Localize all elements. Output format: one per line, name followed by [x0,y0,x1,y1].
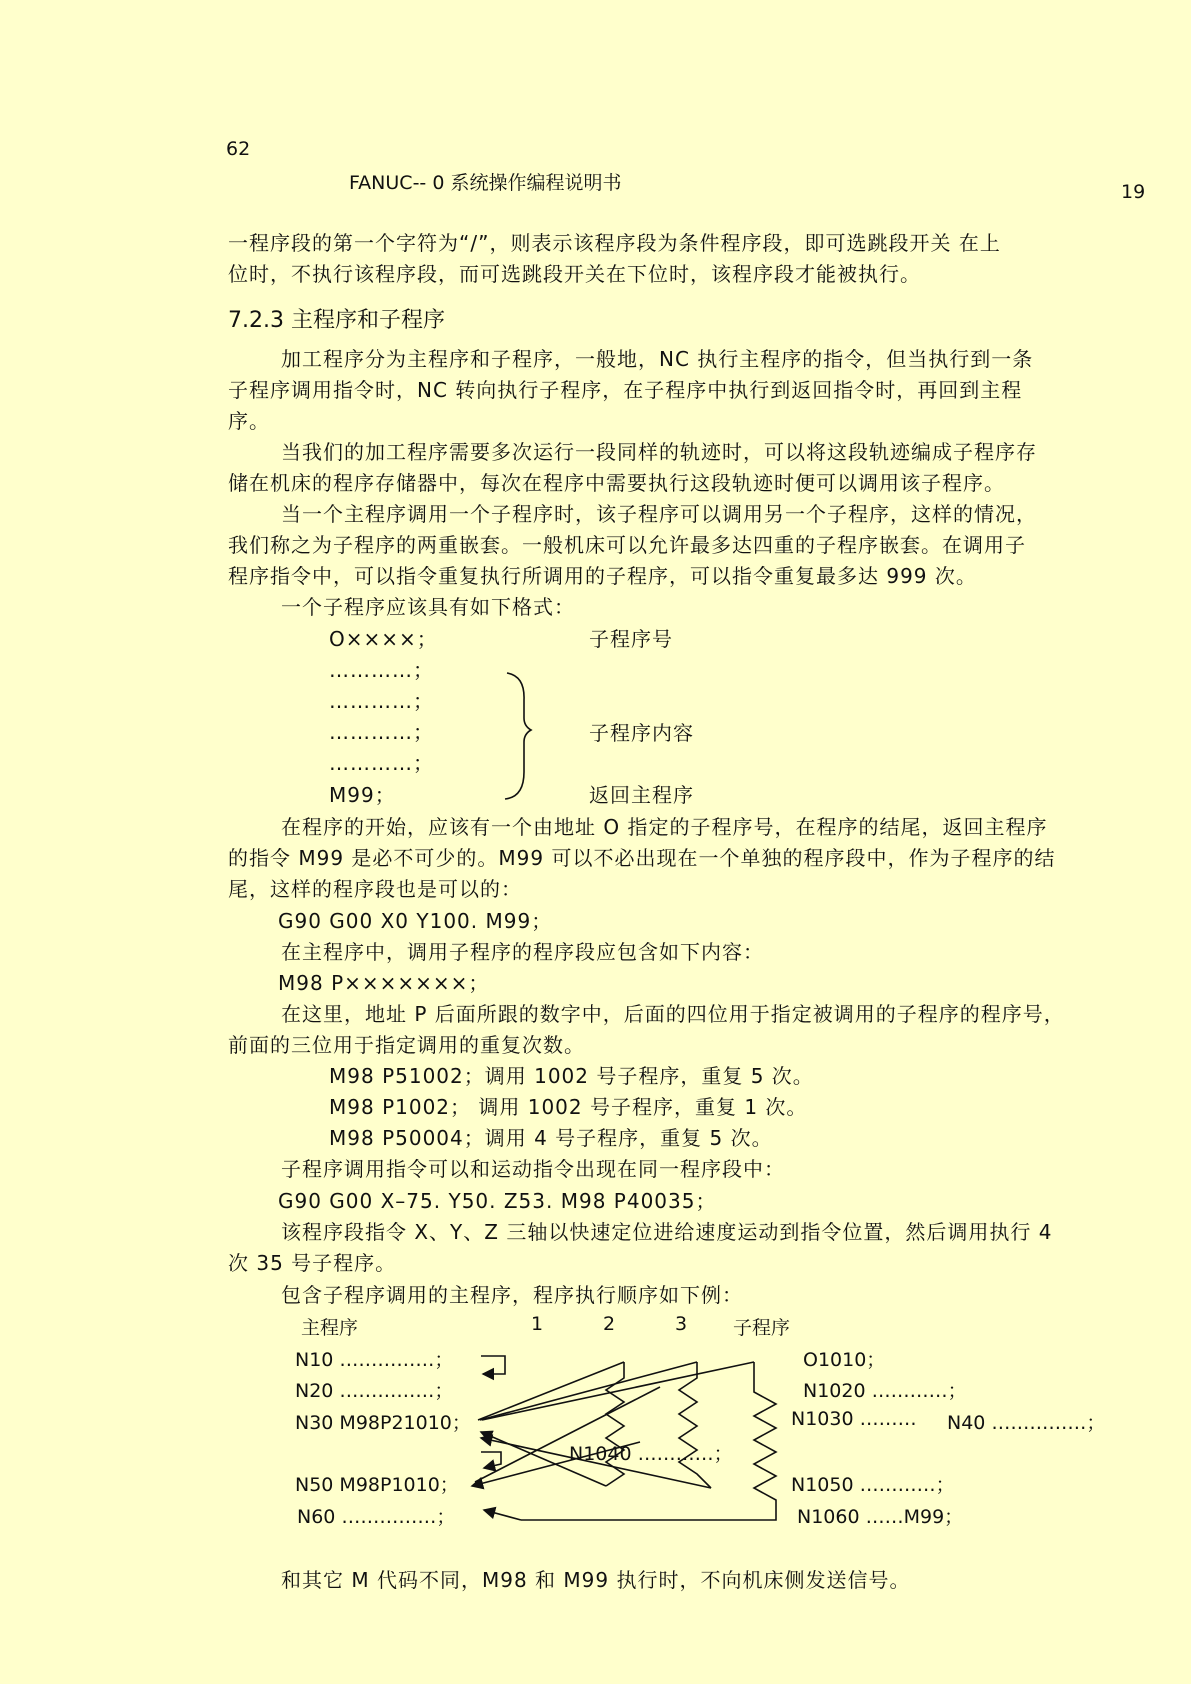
diagram-column-label: 3 [675,1313,688,1335]
format-note: 子程序内容 [589,721,694,745]
diagram-block-n10: N10 ……………； [295,1349,454,1371]
diagram-block-o1010: O1010； [803,1349,886,1371]
format-m99: M99； [329,783,396,807]
diagram-block-n1030: N1030 ……… [791,1408,917,1430]
diagram-block-n1020: N1020 …………； [803,1380,967,1402]
diagram-block-n1050: N1050 …………； [791,1474,955,1496]
paragraph-line: 程序指令中，可以指令重复执行所调用的子程序，可以指令重复最多达 999 次。 [228,564,977,588]
paragraph-line: 前面的三位用于指定调用的重复次数。 [228,1033,585,1057]
section-heading: 7.2.3 主程序和子程序 [228,308,445,333]
page-number-left: 62 [226,138,251,160]
paragraph-line: 尾，这样的程序段也是可以的： [228,877,522,901]
diagram-sub-label: 子程序 [733,1317,791,1339]
diagram-main-label: 主程序 [301,1317,359,1339]
example-line: M98 P50004；调用 4 号子程序，重复 5 次。 [329,1126,773,1150]
paragraph-line: 序。 [228,409,270,433]
format-dots: …………； [329,689,434,713]
paragraph-line: 一个子程序应该具有如下格式： [281,595,575,619]
example-line: M98 P51002；调用 1002 号子程序，重复 5 次。 [329,1064,814,1088]
diagram-block-n60: N60 ……………； [297,1506,456,1528]
paragraph-line: 我们称之为子程序的两重嵌套。一般机床可以允许最多达四重的子程序嵌套。在调用子 [228,533,1026,557]
paragraph-line: 储在机床的程序存储器中，每次在程序中需要执行这段轨迹时便可以调用该子程序。 [228,471,1005,495]
paragraph-line: 和其它 M 代码不同，M98 和 M99 执行时，不向机床侧发送信号。 [281,1568,911,1592]
format-note: 返回主程序 [589,783,694,807]
paragraph-line: 包含子程序调用的主程序，程序执行顺序如下例： [281,1283,743,1307]
paragraph-line: 加工程序分为主程序和子程序，一般地，NC 执行主程序的指令，但当执行到一条 [281,347,1034,371]
paragraph-line: 子程序调用指令时，NC 转向执行子程序，在子程序中执行到返回指令时，再回到主程 [228,378,1023,402]
paragraph-line: 当我们的加工程序需要多次运行一段同样的轨迹时，可以将这段轨迹编成子程序存 [281,440,1037,464]
page-title: FANUC-- 0 系统操作编程说明书 [349,172,622,194]
diagram-block-n40: N40 ……………； [947,1412,1106,1434]
paragraph-line: 在这里，地址 P 后面所跟的数字中，后面的四位用于指定被调用的子程序的程序号， [281,1002,1065,1026]
paragraph-line: 一程序段的第一个字符为“/”，则表示该程序段为条件程序段，即可选跳段开关 在上 [228,231,1001,255]
paragraph-line: 当一个主程序调用一个子程序时，该子程序可以调用另一个子程序，这样的情况， [281,502,1037,526]
diagram-block-n50: N50 M98P1010； [295,1474,459,1496]
format-program-number: O××××； [329,627,438,651]
diagram-block-n30: N30 M98P21010； [295,1412,471,1434]
format-dots: …………； [329,751,434,775]
code-line: G90 G00 X–75. Y50. Z53. M98 P40035； [278,1189,717,1213]
paragraph-line: 的指令 M99 是必不可少的。M99 可以不必出现在一个单独的程序段中，作为子程序的结 [228,846,1056,870]
paragraph-line: 位时，不执行该程序段，而可选跳段开关在下位时，该程序段才能被执行。 [228,262,921,286]
page-number-right: 19 [1121,181,1146,203]
diagram-block-n20: N20 ……………； [295,1380,454,1402]
paragraph-line: 次 35 号子程序。 [228,1251,397,1275]
code-line: G90 G00 X0 Y100. M99； [278,909,553,933]
paragraph-line: 在程序的开始，应该有一个由地址 O 指定的子程序号，在程序的结尾，返回主程序 [281,815,1048,839]
diagram-block-n1040: N1040 …………； [569,1443,733,1465]
example-line: M98 P1002； 调用 1002 号子程序，重复 1 次。 [329,1095,808,1119]
format-dots: …………； [329,720,434,744]
diagram-block-n1060: N1060 ……M99； [797,1506,964,1528]
format-dots: …………； [329,658,434,682]
code-line: M98 P×××××××； [278,971,490,995]
paragraph-line: 在主程序中，调用子程序的程序段应包含如下内容： [281,940,764,964]
diagram-column-label: 1 [531,1313,544,1335]
format-note: 子程序号 [589,627,673,651]
diagram-column-label: 2 [603,1313,616,1335]
paragraph-line: 子程序调用指令可以和运动指令出现在同一程序段中： [281,1157,785,1181]
paragraph-line: 该程序段指令 X、Y、Z 三轴以快速定位进给速度运动到指令位置，然后调用执行 4 [281,1220,1053,1244]
